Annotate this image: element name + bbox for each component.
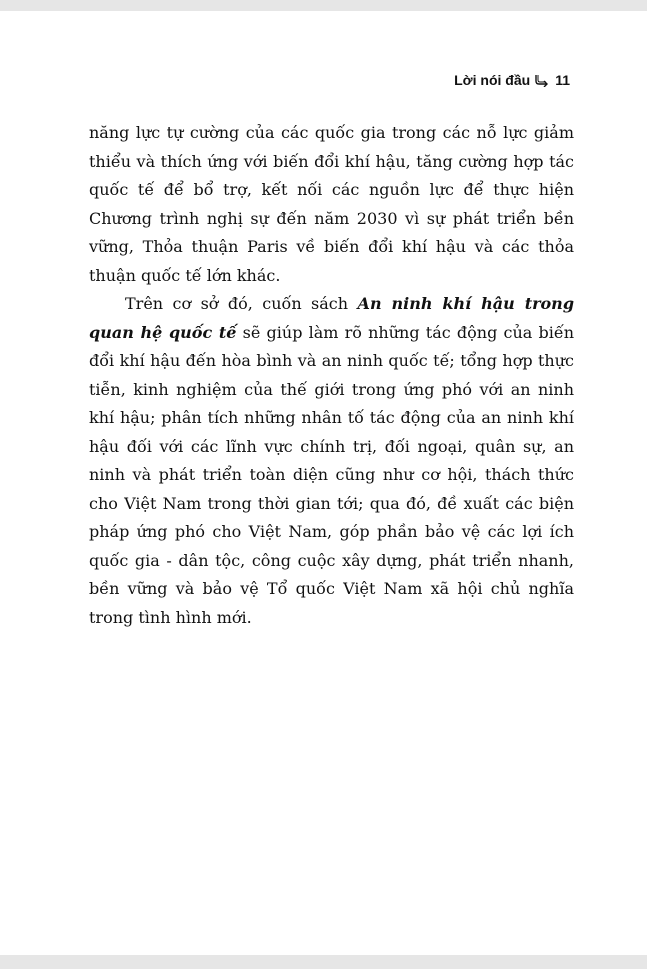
paragraph-2-rest: sẽ giúp làm rõ những tác động của biến đổi khí hậu đến hòa bình và an ninh quốc tế; tổng hợp thực tiễn, kinh nghiệm của thế giới trong ứng phó với an ninh khí hậu; phân tích những nhân tố tác động của an ninh khí hậu đối với các lĩnh vực chính trị, đối ngoại, quân sự, an ninh và phát triển toàn diện cũng như cơ hội, thách thức cho Việt Nam trong thời gian tới; qua đó, đề xuất các biện pháp ứng phó cho Việt Nam, góp phần bảo vệ các lợi ích quốc gia - dân tộc, công cuộc xây dựng, phát triển nhanh, bền vững và bảo vệ Tổ quốc Việt Nam xã hội chủ nghĩa trong tình hình mới.	[89, 322, 575, 627]
book-page	[0, 11, 647, 955]
page-number: 11	[555, 72, 570, 88]
running-head	[454, 72, 570, 88]
paragraph-2	[89, 290, 574, 632]
body-text	[89, 119, 574, 632]
book-title: An ninh khí hậu trong quan hệ quốc tế	[89, 294, 575, 342]
paragraph-1: năng lực tự cường của các quốc gia trong các nỗ lực giảm thiểu và thích ứng với biến đổi khí hậu, tăng cường hợp tác quốc tế để bổ trợ, kết nối các nguồn lực để thực hiện Chương trình nghị sự đến năm 2030 vì sự phát triển bền vững, Thỏa thuận Paris về biến đổi khí hậu và các thỏa thuận quốc tế lớn khác.	[89, 123, 574, 285]
section-title: Lời nói đầu	[454, 72, 531, 88]
paragraph-2-lead: Trên cơ sở đó, cuốn sách	[125, 294, 358, 313]
hooked-arrow-icon	[534, 74, 549, 87]
